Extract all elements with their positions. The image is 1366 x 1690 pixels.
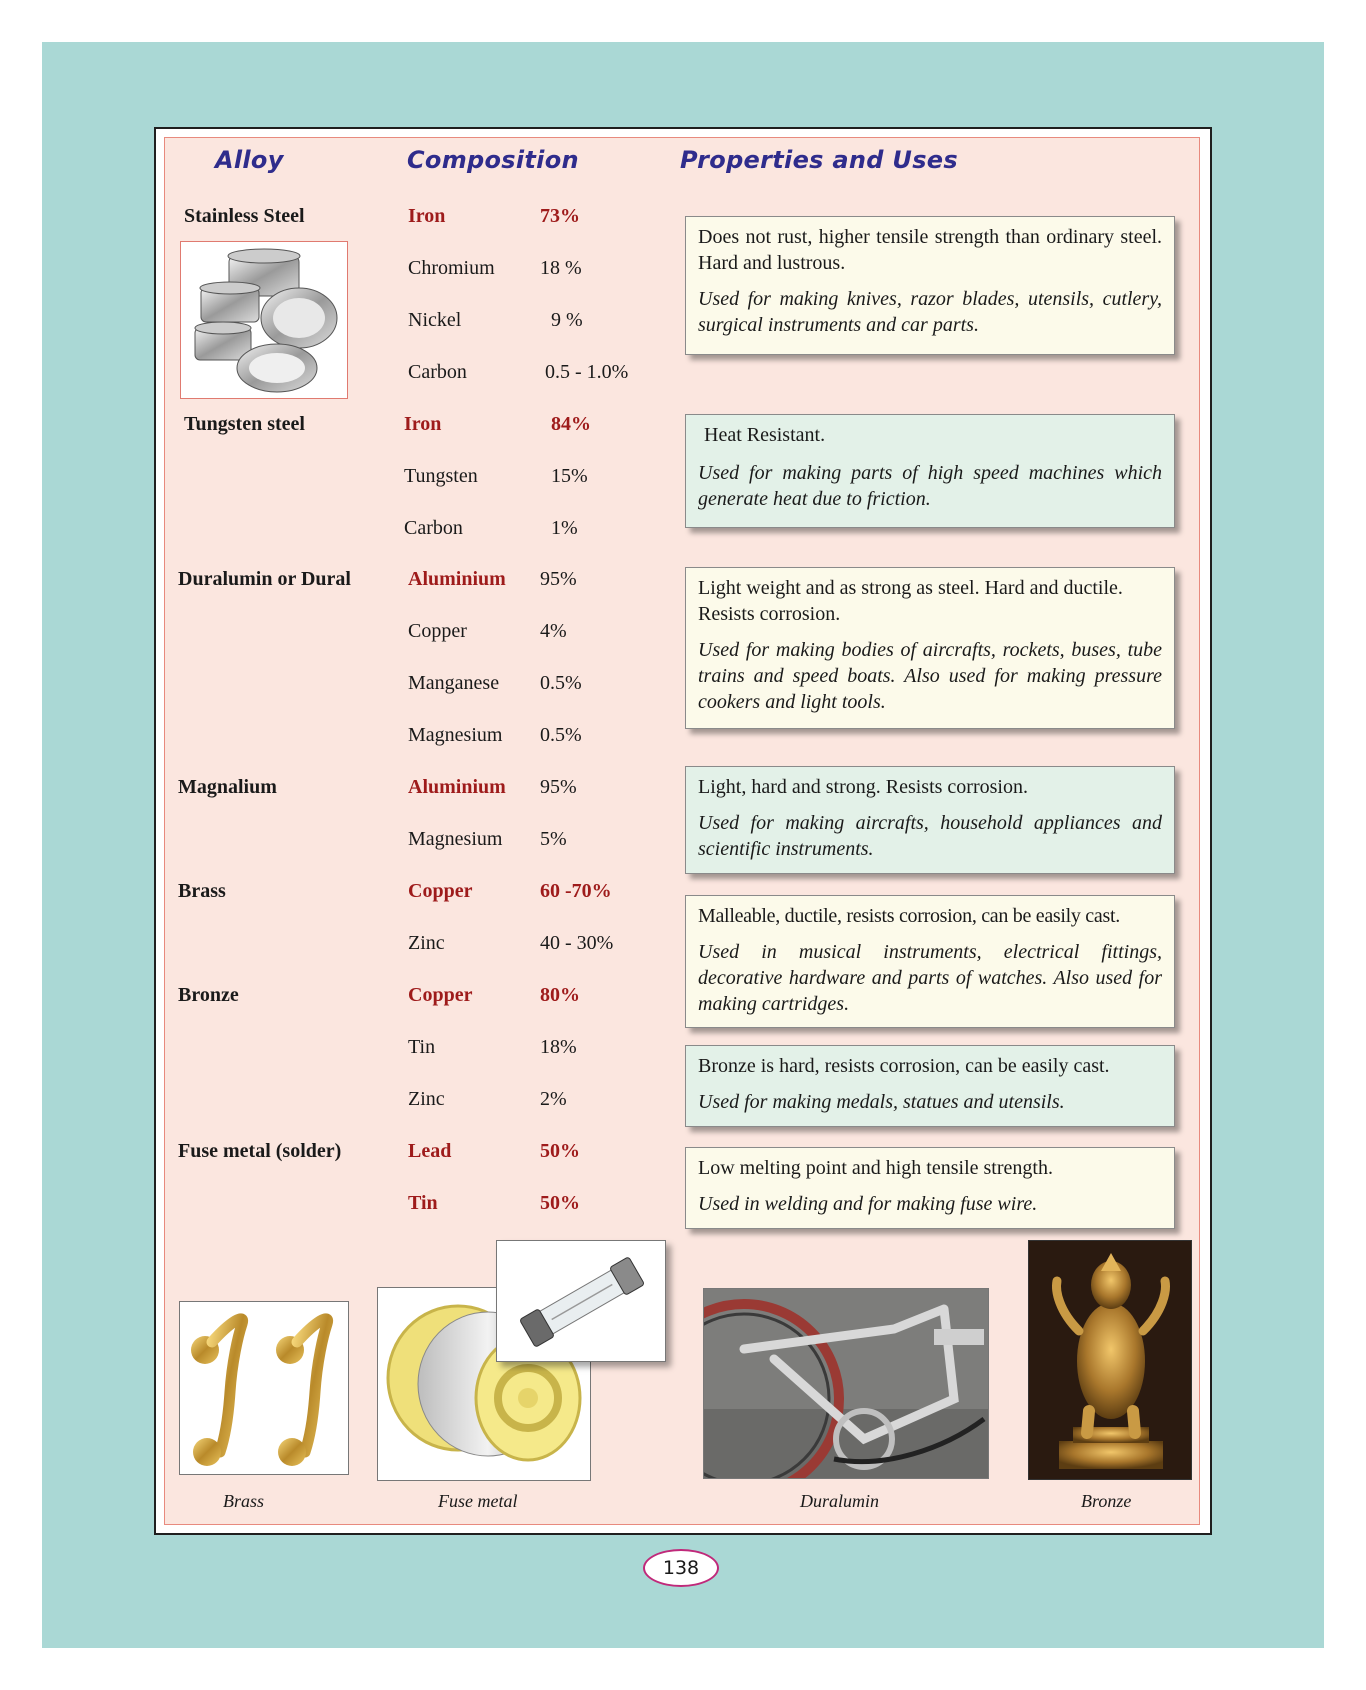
- element-copper: Copper: [408, 620, 467, 642]
- percent-zinc: 40 - 30%: [540, 932, 614, 954]
- bicycle-illustration: [704, 1289, 989, 1479]
- element-nickel: Nickel: [408, 309, 462, 331]
- percent-magnesium: 0.5%: [540, 724, 582, 746]
- caption-brass: Brass: [223, 1491, 265, 1511]
- percent-copper: 4%: [540, 620, 567, 642]
- properties-box-brass: [685, 895, 1175, 1028]
- element-chromium: Chromium: [408, 257, 495, 279]
- cookware-photo: [180, 241, 348, 399]
- properties-text: Low melting point and high tensile strength.: [698, 1157, 1053, 1179]
- uses-text: Used in musical instruments, electrical fittings, decorative hardware and parts of watches. Also used for making cartridges.: [698, 941, 1162, 1015]
- caption-bronze: Bronze: [1081, 1491, 1132, 1511]
- uses-text: Used for making knives, razor blades, utensils, cutlery, surgical instruments and car parts.: [698, 288, 1162, 336]
- properties-box-bronze: [685, 1045, 1175, 1127]
- header-composition: Composition: [407, 146, 579, 174]
- element-copper: Copper: [408, 984, 473, 1006]
- uses-text: Used for making parts of high speed machines which generate heat due to friction.: [698, 462, 1162, 510]
- element-magnesium: Magnesium: [408, 724, 503, 746]
- properties-box-fuse-metal: [685, 1147, 1175, 1229]
- properties-box-stainless-steel: [685, 216, 1175, 355]
- percent-magnesium: 5%: [540, 828, 567, 850]
- properties-text: Light, hard and strong. Resists corrosion.: [698, 776, 1028, 798]
- properties-text: Does not rust, higher tensile strength than ordinary steel. Hard and lustrous.: [698, 226, 1162, 274]
- element-carbon: Carbon: [408, 361, 467, 383]
- properties-text: Bronze is hard, resists corrosion, can be easily cast.: [698, 1055, 1110, 1077]
- properties-box-tungsten-steel: [685, 414, 1175, 528]
- properties-box-magnalium: [685, 766, 1175, 874]
- percent-aluminium: 95%: [540, 568, 577, 590]
- bronze-statue-photo: [1028, 1240, 1192, 1480]
- duralumin-bicycle-photo: [703, 1288, 989, 1479]
- uses-text: Used for making aircrafts, household appliances and scientific instruments.: [698, 812, 1162, 860]
- alloy-name-tungsten-steel: Tungsten steel: [184, 413, 305, 435]
- brass-handles-illustration: [180, 1302, 349, 1475]
- properties-box-duralumin: [685, 567, 1175, 729]
- bronze-statue-illustration: [1029, 1241, 1192, 1480]
- element-aluminium: Aluminium: [408, 776, 506, 798]
- percent-carbon: 0.5 - 1.0%: [545, 361, 629, 383]
- element-zinc: Zinc: [408, 1088, 445, 1110]
- properties-text: Malleable, ductile, resists corrosion, can be easily cast.: [698, 905, 1120, 927]
- alloy-name-magnalium: Magnalium: [178, 776, 277, 798]
- uses-text: Used in welding and for making fuse wire.: [698, 1193, 1038, 1215]
- element-iron: Iron: [404, 413, 442, 435]
- cookware-illustration: [181, 242, 348, 399]
- percent-chromium: 18 %: [540, 257, 582, 279]
- element-zinc: Zinc: [408, 932, 445, 954]
- percent-tin: 18%: [540, 1036, 577, 1058]
- page-number: 138: [643, 1549, 719, 1587]
- header-properties: Properties and Uses: [680, 146, 958, 174]
- percent-manganese: 0.5%: [540, 672, 582, 694]
- properties-text: Light weight and as strong as steel. Hard and ductile. Resists corrosion.: [698, 577, 1123, 625]
- percent-aluminium: 95%: [540, 776, 577, 798]
- element-lead: Lead: [408, 1140, 452, 1162]
- element-tin: Tin: [408, 1036, 436, 1058]
- caption-fuse-metal: Fuse metal: [438, 1491, 518, 1511]
- percent-iron: 84%: [551, 413, 591, 435]
- properties-text: Heat Resistant.: [704, 424, 826, 446]
- element-tin: Tin: [408, 1192, 438, 1214]
- alloy-name-brass: Brass: [178, 880, 226, 902]
- percent-copper: 80%: [540, 984, 580, 1006]
- element-tungsten: Tungsten: [404, 465, 478, 487]
- element-manganese: Manganese: [408, 672, 500, 694]
- glass-fuse-illustration: [497, 1241, 666, 1362]
- alloy-name-duralumin: Duralumin or Dural: [178, 568, 351, 590]
- brass-handles-photo: [179, 1301, 349, 1475]
- caption-duralumin: Duralumin: [800, 1491, 880, 1511]
- percent-carbon: 1%: [551, 517, 578, 539]
- alloy-name-fuse-metal: Fuse metal (solder): [178, 1140, 342, 1162]
- uses-text: Used for making bodies of aircrafts, rockets, buses, tube trains and speed boats. Also used for making pressure cookers and light tools.: [698, 639, 1162, 713]
- glass-fuse-photo: [496, 1240, 666, 1362]
- percent-tungsten: 15%: [551, 465, 588, 487]
- alloy-name-stainless-steel: Stainless Steel: [184, 205, 305, 227]
- percent-copper: 60 -70%: [540, 880, 612, 902]
- percent-tin: 50%: [540, 1192, 580, 1214]
- alloy-name-bronze: Bronze: [178, 984, 239, 1006]
- element-iron: Iron: [408, 205, 446, 227]
- uses-text: Used for making medals, statues and utensils.: [698, 1091, 1065, 1113]
- percent-nickel: 9 %: [551, 309, 583, 331]
- element-aluminium: Aluminium: [408, 568, 506, 590]
- header-alloy: Alloy: [215, 146, 284, 174]
- element-carbon: Carbon: [404, 517, 463, 539]
- element-copper: Copper: [408, 880, 473, 902]
- percent-lead: 50%: [540, 1140, 580, 1162]
- percent-iron: 73%: [540, 205, 580, 227]
- percent-zinc: 2%: [540, 1088, 567, 1110]
- element-magnesium: Magnesium: [408, 828, 503, 850]
